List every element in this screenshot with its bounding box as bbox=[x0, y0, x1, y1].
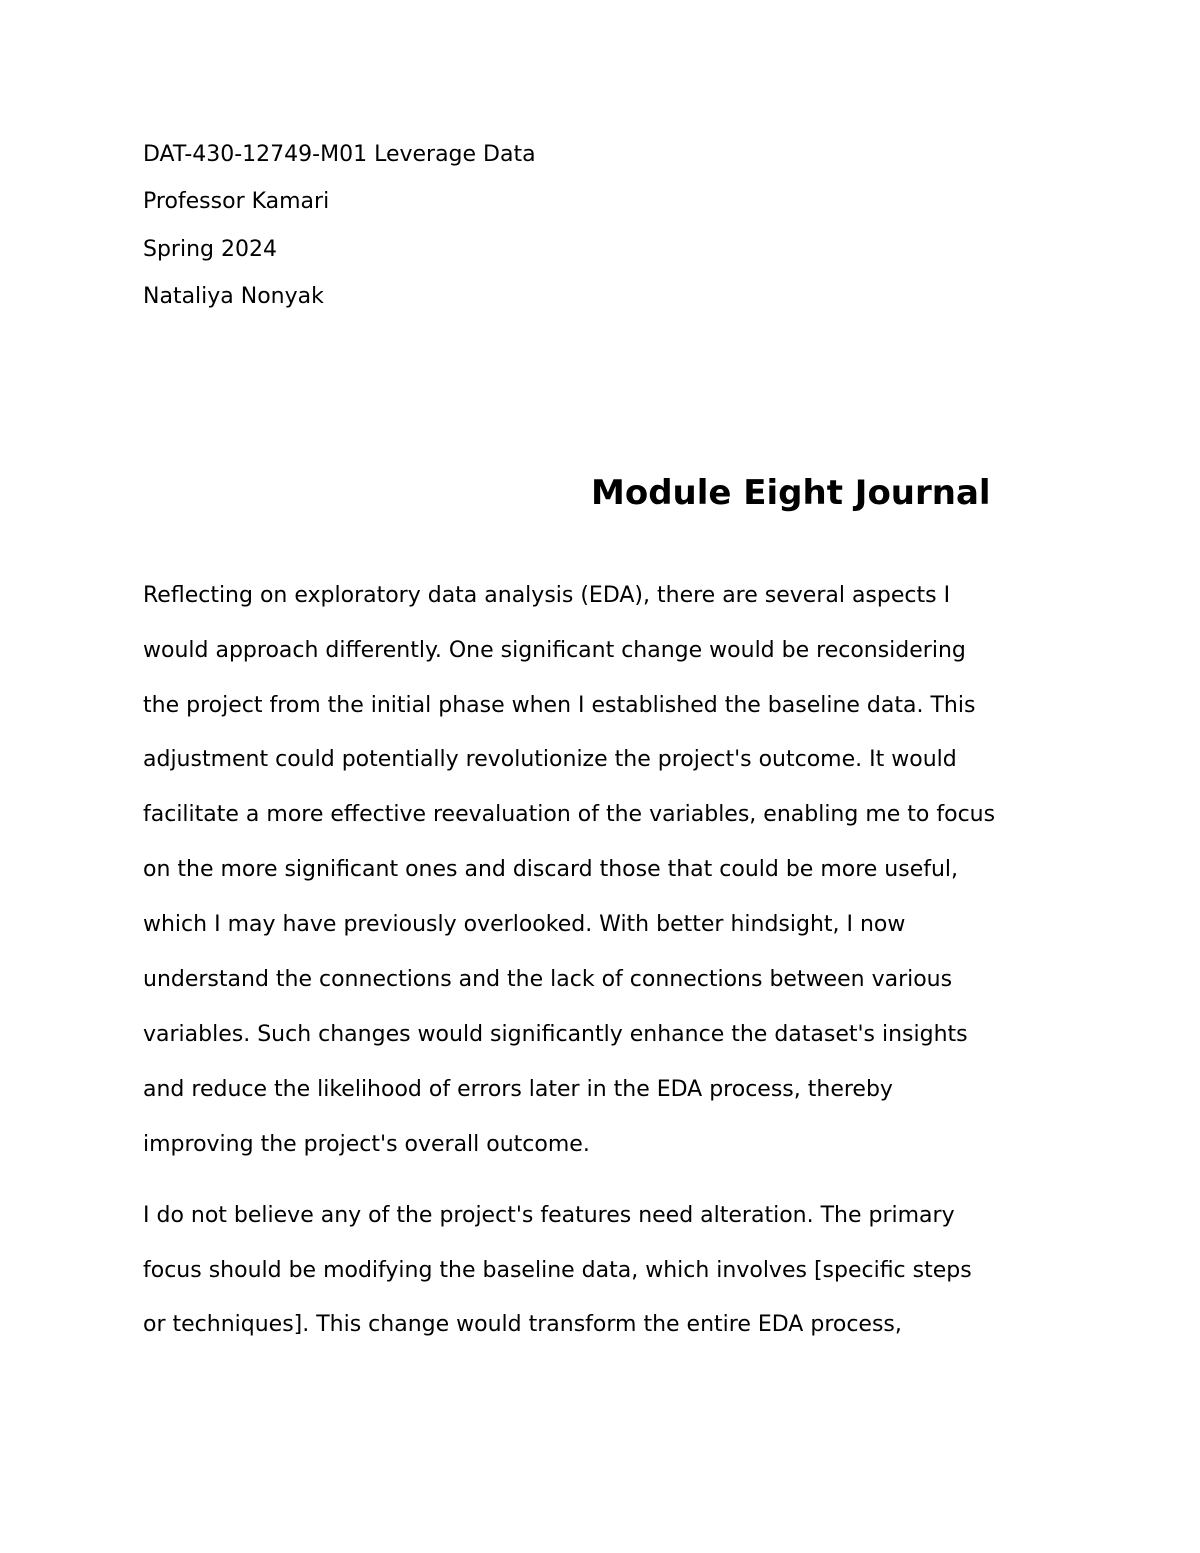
professor-line: Professor Kamari bbox=[143, 189, 330, 214]
paragraph-1-line-8: understand the connections and the lack of connections between various bbox=[143, 967, 953, 992]
paragraph-1-line-7: which I may have previously overlooked. With better hindsight, I now bbox=[143, 912, 906, 937]
document-title: Module Eight Journal bbox=[591, 473, 991, 513]
paragraph-2-line-1: I do not believe any of the project's features need alteration. The primary bbox=[143, 1203, 955, 1228]
author-line: Nataliya Nonyak bbox=[143, 284, 324, 309]
paragraph-1-line-11: improving the project's overall outcome. bbox=[143, 1132, 590, 1157]
paragraph-1-line-10: and reduce the likelihood of errors later in the EDA process, thereby bbox=[143, 1077, 893, 1102]
paragraph-1-line-4: adjustment could potentially revolutionize the project's outcome. It would bbox=[143, 747, 957, 772]
course-line: DAT-430-12749-M01 Leverage Data bbox=[143, 142, 536, 167]
paragraph-1-line-1: Reflecting on exploratory data analysis (EDA), there are several aspects I bbox=[143, 583, 951, 608]
paragraph-1-line-3: the project from the initial phase when I established the baseline data. This bbox=[143, 693, 976, 718]
paragraph-2-line-3: or techniques]. This change would transform the entire EDA process, bbox=[143, 1312, 902, 1337]
paragraph-1-line-2: would approach differently. One significant change would be reconsidering bbox=[143, 638, 966, 663]
paragraph-1-line-5: facilitate a more effective reevaluation of the variables, enabling me to focus bbox=[143, 802, 996, 827]
paragraph-1-line-6: on the more significant ones and discard those that could be more useful, bbox=[143, 857, 959, 882]
paragraph-1-line-9: variables. Such changes would significantly enhance the dataset's insights bbox=[143, 1022, 968, 1047]
paragraph-2-line-2: focus should be modifying the baseline data, which involves [specific steps bbox=[143, 1258, 972, 1283]
term-line: Spring 2024 bbox=[143, 237, 277, 262]
